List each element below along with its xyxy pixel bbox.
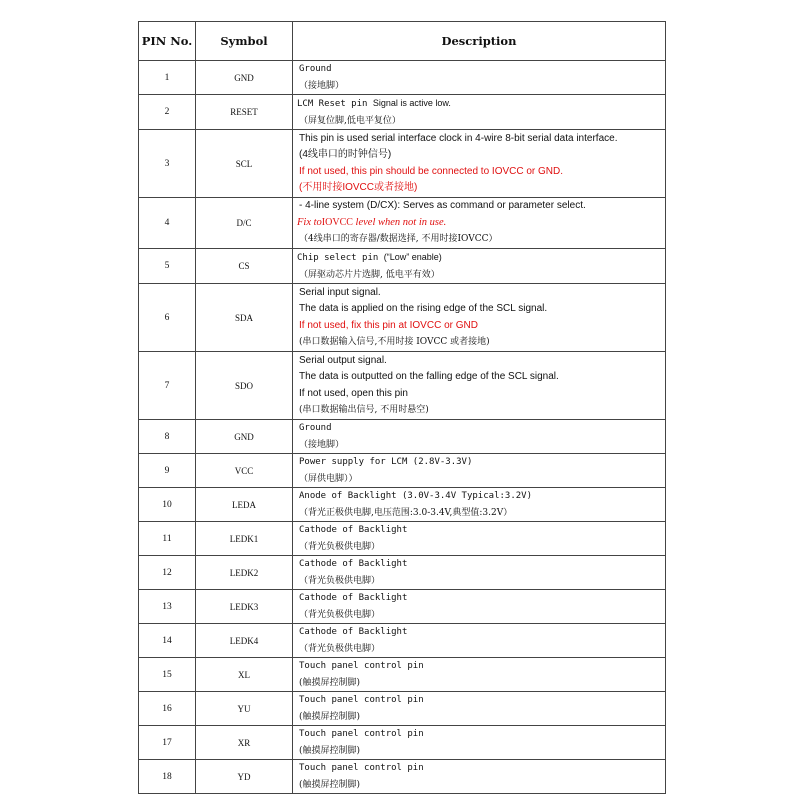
description-text-part: Chip select pin	[297, 253, 384, 263]
pin-symbol: LEDK3	[196, 590, 293, 624]
table-row	[139, 130, 666, 198]
description-line: (4线串口的时钟信号)	[299, 149, 392, 160]
description-line: The data is applied on the rising edge of the SCL signal.	[299, 303, 548, 314]
table-row	[139, 284, 666, 352]
pin-description	[293, 95, 666, 130]
pin-symbol: D/C	[196, 198, 293, 249]
table-row	[139, 420, 666, 454]
pin-description	[293, 488, 666, 522]
description-line: （屏供电脚））	[299, 473, 358, 484]
pin-description	[293, 760, 666, 794]
description-line: Touch panel control pin	[299, 729, 424, 739]
pin-number: 10	[139, 488, 196, 522]
header-description: Description	[293, 22, 666, 61]
pin-description	[293, 61, 666, 95]
pin-symbol: GND	[196, 61, 293, 95]
pin-description	[293, 624, 666, 658]
table-body	[139, 61, 666, 794]
description-line: This pin is used serial interface clock in 4-wire 8-bit serial data interface.	[299, 132, 618, 144]
pin-symbol: RESET	[196, 95, 293, 130]
description-line: - 4-line system (D/CX): Serves as command or parameter select.	[299, 200, 586, 212]
description-line: Ground	[299, 423, 332, 433]
description-line: (不用时接IOVCC或者接地)	[299, 182, 418, 193]
description-line: （接地脚）	[299, 439, 345, 450]
pin-number: 1	[139, 61, 196, 95]
pin-symbol: SDA	[196, 284, 293, 352]
description-line: Cathode of Backlight	[299, 525, 408, 535]
description-line	[297, 215, 661, 232]
pin-description	[293, 522, 666, 556]
pin-description	[293, 352, 666, 420]
description-line: （屏复位脚,低电平复位）	[299, 115, 401, 126]
pin-symbol: GND	[196, 420, 293, 454]
table-row	[139, 488, 666, 522]
pin-symbol: LEDA	[196, 488, 293, 522]
pin-description	[293, 130, 666, 198]
description-text-part: (“Low” enable)	[383, 252, 442, 262]
description-text-part: Fix to	[297, 216, 322, 228]
pin-symbol: CS	[196, 249, 293, 284]
description-line: （背光负极供电脚）	[299, 575, 381, 586]
pin-number: 18	[139, 760, 196, 794]
description-line: （背光负极供电脚）	[299, 541, 381, 552]
pin-description	[293, 198, 666, 249]
pin-symbol: LEDK4	[196, 624, 293, 658]
pin-description	[293, 556, 666, 590]
description-line: Anode of Backlight (3.0V-3.4V Typical:3.2V)	[299, 491, 532, 501]
pin-number: 7	[139, 352, 196, 420]
pin-description	[293, 726, 666, 760]
description-text-part: Signal is active low.	[372, 98, 451, 108]
pin-symbol: YD	[196, 760, 293, 794]
description-line: Ground	[299, 64, 332, 74]
pin-number: 16	[139, 692, 196, 726]
table-row	[139, 198, 666, 249]
pin-symbol: YU	[196, 692, 293, 726]
pin-symbol: XL	[196, 658, 293, 692]
pin-number: 9	[139, 454, 196, 488]
table-row	[139, 760, 666, 794]
pin-number: 14	[139, 624, 196, 658]
pin-number: 13	[139, 590, 196, 624]
description-text-part: level when not in use.	[352, 216, 447, 228]
pin-number: 5	[139, 249, 196, 284]
description-line	[297, 95, 661, 113]
pin-description	[293, 284, 666, 352]
pin-number: 17	[139, 726, 196, 760]
table-row	[139, 590, 666, 624]
description-line: Serial input signal.	[299, 286, 381, 298]
description-line: (串口数据输出信号, 不用时悬空)	[299, 405, 429, 415]
description-line: If not used, this pin should be connected to IOVCC or GND.	[299, 165, 564, 177]
pin-number: 12	[139, 556, 196, 590]
description-line: (触摸屏控制脚)	[299, 711, 361, 722]
pin-description	[293, 590, 666, 624]
pin-number: 3	[139, 130, 196, 198]
table-row	[139, 249, 666, 284]
table-row	[139, 454, 666, 488]
description-line: (触摸屏控制脚)	[299, 745, 361, 756]
table-row	[139, 556, 666, 590]
description-line: The data is outputted on the falling edge of the SCL signal.	[299, 371, 559, 382]
description-line: （背光正极供电脚,电压范围:3.0-3.4V,典型值:3.2V）	[299, 507, 513, 518]
description-line: Cathode of Backlight	[299, 627, 408, 637]
description-line: (串口数据输入信号,不用时接 IOVCC 或者接地)	[299, 337, 490, 347]
description-line: Touch panel control pin	[299, 695, 424, 705]
pin-definition-table	[138, 21, 666, 794]
description-text-part: IOVCC	[321, 216, 353, 228]
description-line: Cathode of Backlight	[299, 559, 408, 569]
pin-number: 11	[139, 522, 196, 556]
header-pin-no: PIN No.	[139, 22, 196, 61]
description-line: （4线串口的寄存器/数据选择, 不用时接IOVCC）	[299, 234, 498, 245]
pin-description	[293, 454, 666, 488]
table-row	[139, 692, 666, 726]
table-row	[139, 522, 666, 556]
description-text-part: LCM Reset pin	[297, 99, 373, 109]
table-row	[139, 658, 666, 692]
pin-description	[293, 658, 666, 692]
pin-symbol: XR	[196, 726, 293, 760]
description-line: If not used, fix this pin at IOVCC or GND	[299, 319, 478, 331]
pin-number: 4	[139, 198, 196, 249]
pin-number: 8	[139, 420, 196, 454]
description-line: If not used, open this pin	[299, 387, 408, 399]
pin-description	[293, 249, 666, 284]
description-line	[297, 249, 661, 267]
pin-number: 15	[139, 658, 196, 692]
pin-description	[293, 420, 666, 454]
pin-symbol: LEDK1	[196, 522, 293, 556]
pin-number: 6	[139, 284, 196, 352]
description-line: （背光负极供电脚）	[299, 609, 381, 620]
pin-symbol: LEDK2	[196, 556, 293, 590]
table-row	[139, 95, 666, 130]
table-row	[139, 624, 666, 658]
table-row	[139, 726, 666, 760]
pin-symbol: VCC	[196, 454, 293, 488]
table-header-row	[139, 22, 666, 61]
header-symbol: Symbol	[196, 22, 293, 61]
table-row	[139, 352, 666, 420]
pin-number: 2	[139, 95, 196, 130]
description-line: （屏驱动芯片片选脚, 低电平有效）	[299, 269, 440, 280]
description-line: （背光负极供电脚）	[299, 643, 381, 654]
description-line: Touch panel control pin	[299, 661, 424, 671]
description-line: Serial output signal.	[299, 354, 387, 366]
pin-symbol: SDO	[196, 352, 293, 420]
description-line: （接地脚）	[299, 80, 345, 91]
table-row	[139, 61, 666, 95]
description-line: Touch panel control pin	[299, 763, 424, 773]
description-line: Cathode of Backlight	[299, 593, 408, 603]
description-line: Power supply for LCM (2.8V-3.3V)	[299, 457, 473, 467]
description-line: (触摸屏控制脚)	[299, 779, 361, 790]
pin-description	[293, 692, 666, 726]
pin-symbol: SCL	[196, 130, 293, 198]
description-line: (触摸屏控制脚)	[299, 677, 361, 688]
